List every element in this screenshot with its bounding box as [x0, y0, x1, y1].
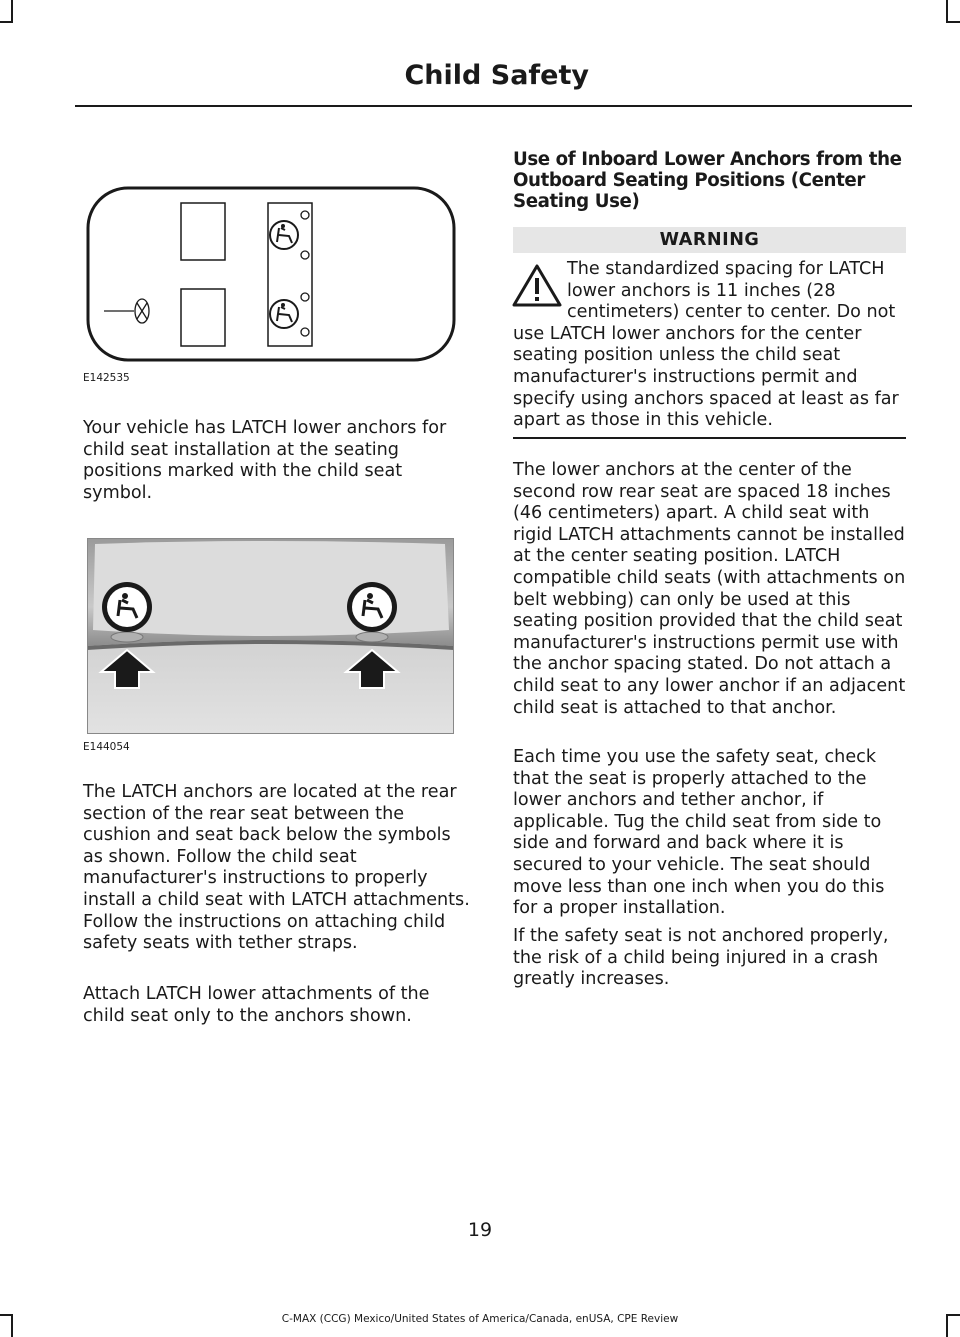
crop-mark	[946, 21, 960, 23]
page-title: Child Safety	[404, 60, 589, 91]
latch-anchor-photo	[87, 538, 454, 734]
child-seat-icon	[102, 582, 152, 632]
seat-layout-diagram	[86, 186, 458, 364]
child-seat-icon	[270, 221, 298, 249]
paragraph: The lower anchors at the center of the second row rear seat are spaced 18 inches (46 centimeters) apart. A child seat with rigid LATCH attachments cannot be installed at the center seating position. LATCH compatible child seats (with attachments on belt webbing) can only be used at this seating position provided that the child seat manufacturer's instructions permit use with the anchor spacing stated. Do not attach a child seat to any lower anchor if an adjacent child seat is attached to that anchor.	[513, 460, 906, 718]
warning-block	[513, 259, 907, 432]
warning-label: WARNING	[513, 227, 906, 253]
section-heading: Use of Inboard Lower Anchors from the Outboard Seating Positions (Center Seating Use)	[513, 149, 902, 212]
figure-id: E144054	[83, 741, 130, 753]
warning-triangle-icon	[511, 263, 563, 309]
crop-mark	[0, 21, 13, 23]
header-rule	[75, 105, 912, 107]
child-seat-icon	[270, 300, 298, 328]
figure-id: E142535	[83, 372, 130, 384]
crop-mark	[11, 0, 13, 22]
paragraph: Each time you use the safety seat, check that the seat is properly attached to the lower anchors and tether anchor, if applicable. Tug the child seat from side to side and forward and back where it is secured to your vehicle. The seat should move less than one inch when you do this for a proper installation.	[513, 747, 885, 919]
paragraph: Attach LATCH lower attachments of the child seat only to the anchors shown.	[83, 984, 430, 1026]
footer-text: C-MAX (CCG) Mexico/United States of America/Canada, enUSA, CPE Review	[281, 1313, 679, 1325]
warning-rule	[513, 437, 906, 439]
paragraph: The LATCH anchors are located at the rear section of the rear seat between the cushion and seat back below the symbols as shown. Follow the child seat manufacturer's instructions to properly install a child seat with LATCH attachments. Follow the instructions on attaching child safety seats with tether straps.	[83, 782, 470, 954]
paragraph: Your vehicle has LATCH lower anchors for child seat installation at the seating positions marked with the child seat symbol.	[83, 418, 447, 503]
paragraph: If the safety seat is not anchored properly, the risk of a child being injured in a crash greatly increases.	[513, 926, 889, 990]
crop-mark	[946, 0, 948, 22]
warning-text: The standardized spacing for LATCH lower anchors is 11 inches (28 centimeters) center to center. Do not use LATCH lower anchors for the center seating position unless the child seat manufacturer's instructions permit and specify using anchors spaced at least as far apart as those in this vehicle.	[513, 259, 899, 431]
child-seat-icon	[347, 582, 397, 632]
page-number: 19	[467, 1219, 493, 1241]
